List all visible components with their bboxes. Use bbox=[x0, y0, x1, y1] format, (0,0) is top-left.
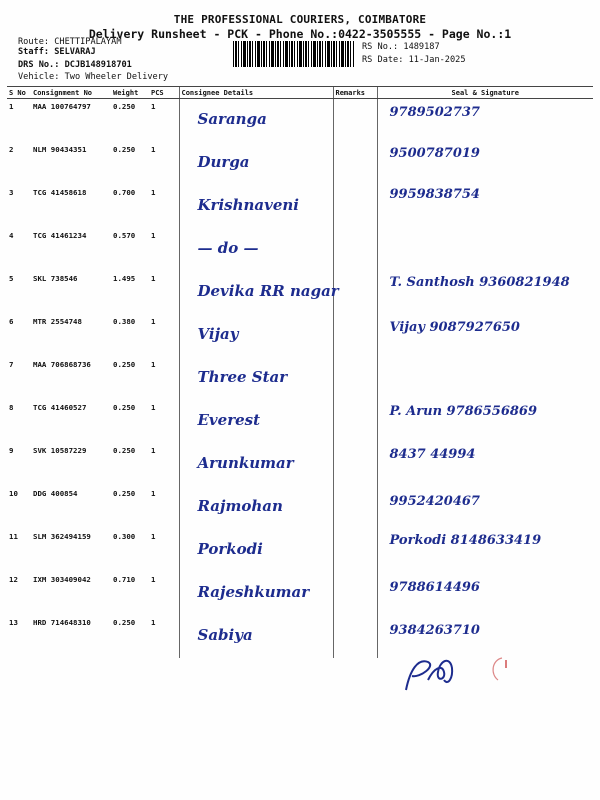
cell-weight: 0.250 bbox=[113, 618, 136, 627]
table-row bbox=[7, 99, 593, 143]
cell-remarks bbox=[333, 572, 377, 615]
cell-signature bbox=[377, 314, 593, 357]
cell-signature bbox=[377, 228, 593, 271]
handwritten-signature: P. Arun 9786556869 bbox=[389, 404, 537, 419]
cell-consignment: MTR 2554748 bbox=[33, 317, 82, 326]
cell-remarks bbox=[333, 615, 377, 658]
company-title: THE PROFESSIONAL COURIERS, COIMBATORE bbox=[173, 13, 427, 26]
cell-weight: 0.570 bbox=[113, 231, 136, 240]
handwritten-signature: 9952420467 bbox=[389, 494, 480, 509]
col-weight: Weight bbox=[111, 87, 149, 99]
handwritten-signature: 9788614496 bbox=[389, 580, 480, 595]
handwritten-consignee: Vijay bbox=[197, 325, 239, 343]
vehicle-line bbox=[18, 72, 168, 82]
cell-weight: 0.380 bbox=[113, 317, 136, 326]
cell-sno: 2 bbox=[9, 145, 14, 154]
drs-label: DRS No.: bbox=[18, 60, 60, 70]
cell-consignment: MAA 100764797 bbox=[33, 102, 91, 111]
route-line bbox=[18, 37, 122, 47]
cell-sno: 7 bbox=[9, 360, 14, 369]
vehicle-value: Two Wheeler Delivery bbox=[64, 72, 169, 82]
handwritten-consignee: Sabiya bbox=[197, 626, 253, 644]
bottom-signature bbox=[398, 650, 538, 700]
cell-pcs: 1 bbox=[151, 403, 156, 412]
cell-remarks bbox=[333, 443, 377, 486]
cell-consignment: IXM 303409042 bbox=[33, 575, 91, 584]
cell-pcs: 1 bbox=[151, 317, 156, 326]
route-value: CHETTIPALAYAM bbox=[54, 37, 122, 47]
cell-pcs: 1 bbox=[151, 446, 156, 455]
table-row bbox=[7, 314, 593, 357]
staff-value: SELVARAJ bbox=[54, 47, 96, 57]
cell-weight: 0.710 bbox=[113, 575, 136, 584]
cell-consignee bbox=[179, 615, 333, 658]
cell-remarks bbox=[333, 529, 377, 572]
cell-consignment: SLM 362494159 bbox=[33, 532, 91, 541]
table-row bbox=[7, 185, 593, 228]
cell-consignment: TCG 41460527 bbox=[33, 403, 87, 412]
cell-signature bbox=[377, 357, 593, 400]
handwritten-consignee: Durga bbox=[197, 153, 250, 171]
cell-remarks bbox=[333, 99, 377, 143]
rs-no-value: 1489187 bbox=[403, 42, 440, 52]
cell-pcs: 1 bbox=[151, 618, 156, 627]
cell-signature bbox=[377, 486, 593, 529]
cell-pcs: 1 bbox=[151, 231, 156, 240]
cell-signature bbox=[377, 443, 593, 486]
col-remarks: Remarks bbox=[333, 87, 377, 99]
rs-date-line bbox=[362, 55, 466, 65]
cell-sno: 12 bbox=[9, 575, 18, 584]
cell-weight: 0.700 bbox=[113, 188, 136, 197]
cell-remarks bbox=[333, 314, 377, 357]
cell-signature bbox=[377, 271, 593, 314]
cell-weight: 1.495 bbox=[113, 274, 136, 283]
cell-consignment: DDG 400854 bbox=[33, 489, 78, 498]
cell-consignee bbox=[179, 314, 333, 357]
handwritten-signature: 9959838754 bbox=[389, 187, 480, 202]
handwritten-signature: T. Santhosh 9360821948 bbox=[389, 275, 570, 290]
table-row bbox=[7, 357, 593, 400]
cell-pcs: 1 bbox=[151, 532, 156, 541]
table-row bbox=[7, 572, 593, 615]
handwritten-consignee: — do — bbox=[197, 239, 259, 257]
handwritten-consignee: Arunkumar bbox=[197, 454, 294, 472]
cell-pcs: 1 bbox=[151, 145, 156, 154]
cell-consignment: HRD 714648310 bbox=[33, 618, 91, 627]
runsheet-title: Delivery Runsheet - PCK - Phone No.:0422-3505555 - Page No.:1 bbox=[88, 27, 512, 41]
cell-signature bbox=[377, 99, 593, 143]
col-pcs: PCS bbox=[149, 87, 179, 99]
barcode bbox=[233, 41, 355, 67]
cell-consignment: MAA 706868736 bbox=[33, 360, 91, 369]
cell-pcs: 1 bbox=[151, 360, 156, 369]
table-header bbox=[7, 87, 593, 99]
cell-weight: 0.250 bbox=[113, 360, 136, 369]
cell-sno: 8 bbox=[9, 403, 14, 412]
cell-pcs: 1 bbox=[151, 489, 156, 498]
handwritten-consignee: Krishnaveni bbox=[197, 196, 299, 214]
table-row bbox=[7, 271, 593, 314]
cell-sno: 13 bbox=[9, 618, 18, 627]
cell-consignee bbox=[179, 572, 333, 615]
cell-remarks bbox=[333, 142, 377, 185]
cell-consignment: SKL 738546 bbox=[33, 274, 78, 283]
cell-remarks bbox=[333, 357, 377, 400]
table-row bbox=[7, 228, 593, 271]
cell-pcs: 1 bbox=[151, 274, 156, 283]
cell-pcs: 1 bbox=[151, 102, 156, 111]
rs-date-value: 11-Jan-2025 bbox=[408, 55, 466, 65]
cell-consignment: SVK 10587229 bbox=[33, 446, 87, 455]
cell-remarks bbox=[333, 271, 377, 314]
handwritten-consignee: Rajmohan bbox=[197, 497, 283, 515]
table-row bbox=[7, 142, 593, 185]
cell-sno: 10 bbox=[9, 489, 18, 498]
cell-consignment: TCG 41458618 bbox=[33, 188, 87, 197]
rs-date-label: RS Date: bbox=[362, 55, 404, 65]
handwritten-consignee: Everest bbox=[197, 411, 261, 429]
cell-consignee bbox=[179, 486, 333, 529]
cell-weight: 0.250 bbox=[113, 446, 136, 455]
cell-consignee bbox=[179, 443, 333, 486]
handwritten-signature: 9384263710 bbox=[389, 623, 480, 638]
handwritten-consignee: Devika RR nagar bbox=[197, 282, 339, 300]
col-consignment: Consignment No bbox=[31, 87, 111, 99]
handwritten-signature: Vijay 9087927650 bbox=[389, 320, 520, 335]
handwritten-consignee: Rajeshkumar bbox=[197, 583, 310, 601]
cell-consignee bbox=[179, 529, 333, 572]
handwritten-signature: 8437 44994 bbox=[389, 447, 476, 462]
cell-pcs: 1 bbox=[151, 188, 156, 197]
cell-sno: 5 bbox=[9, 274, 14, 283]
handwritten-signature: 9789502737 bbox=[389, 105, 480, 120]
staff-line bbox=[18, 47, 96, 57]
cell-weight: 0.250 bbox=[113, 102, 136, 111]
col-signature: Seal & Signature bbox=[377, 87, 593, 99]
cell-remarks bbox=[333, 486, 377, 529]
cell-sno: 6 bbox=[9, 317, 14, 326]
runsheet-table bbox=[7, 86, 593, 658]
cell-consignee bbox=[179, 400, 333, 443]
vehicle-label: Vehicle: bbox=[18, 72, 60, 82]
cell-consignment: TCG 41461234 bbox=[33, 231, 87, 240]
cell-weight: 0.300 bbox=[113, 532, 136, 541]
cell-remarks bbox=[333, 400, 377, 443]
cell-signature bbox=[377, 529, 593, 572]
table-row bbox=[7, 486, 593, 529]
drs-value: DCJB148918701 bbox=[64, 60, 132, 70]
handwritten-consignee: Three Star bbox=[197, 368, 288, 386]
table-row bbox=[7, 529, 593, 572]
cell-signature bbox=[377, 142, 593, 185]
cell-sno: 3 bbox=[9, 188, 14, 197]
cell-remarks bbox=[333, 185, 377, 228]
table-row bbox=[7, 443, 593, 486]
col-consignee: Consignee Details bbox=[179, 87, 333, 99]
handwritten-signature: Porkodi 8148633419 bbox=[389, 533, 542, 548]
cell-weight: 0.250 bbox=[113, 145, 136, 154]
handwritten-consignee: Porkodi bbox=[197, 540, 263, 558]
route-label: Route: bbox=[18, 37, 50, 47]
cell-consignee bbox=[179, 185, 333, 228]
col-sno: S No bbox=[7, 87, 31, 99]
cell-weight: 0.250 bbox=[113, 403, 136, 412]
staff-label: Staff: bbox=[18, 47, 50, 57]
cell-pcs: 1 bbox=[151, 575, 156, 584]
rs-no-line bbox=[362, 42, 440, 52]
cell-sno: 1 bbox=[9, 102, 14, 111]
cell-sno: 4 bbox=[9, 231, 14, 240]
table-row bbox=[7, 400, 593, 443]
handwritten-consignee: Saranga bbox=[197, 110, 267, 128]
cell-consignee bbox=[179, 271, 339, 314]
cell-remarks bbox=[333, 228, 377, 271]
cell-consignee bbox=[179, 228, 333, 271]
cell-consignee bbox=[179, 99, 333, 143]
cell-signature bbox=[377, 185, 593, 228]
drs-line bbox=[18, 60, 132, 70]
cell-signature bbox=[377, 400, 593, 443]
cell-weight: 0.250 bbox=[113, 489, 136, 498]
cell-consignee bbox=[179, 142, 333, 185]
cell-sno: 9 bbox=[9, 446, 14, 455]
cell-signature bbox=[377, 572, 593, 615]
handwritten-signature: 9500787019 bbox=[389, 146, 480, 161]
cell-sno: 11 bbox=[9, 532, 18, 541]
rs-no-label: RS No.: bbox=[362, 42, 399, 52]
cell-consignee bbox=[179, 357, 333, 400]
cell-consignment: NLM 90434351 bbox=[33, 145, 87, 154]
